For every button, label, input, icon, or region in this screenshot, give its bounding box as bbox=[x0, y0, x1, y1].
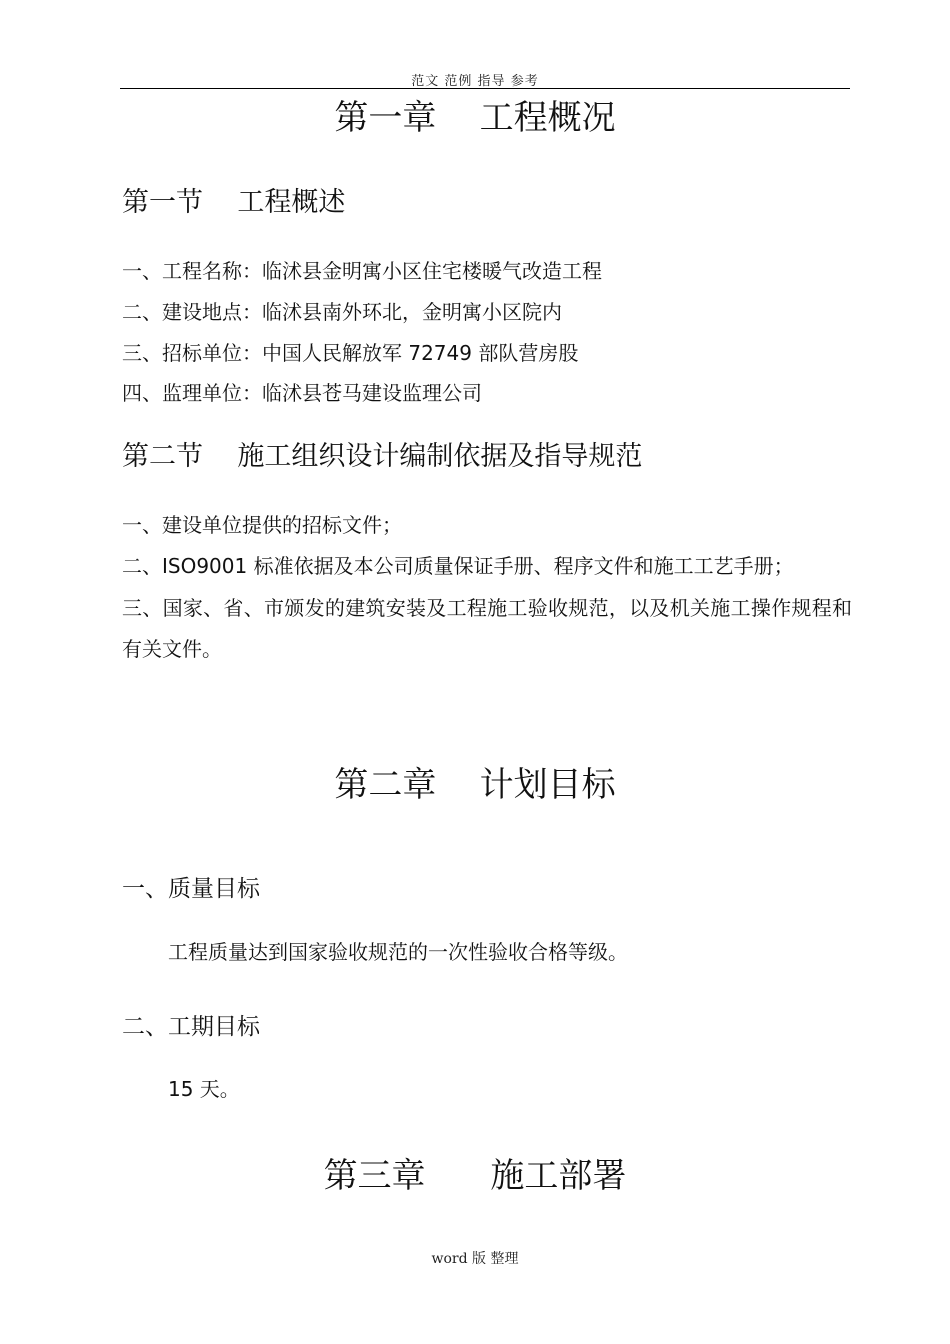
quality-target-heading: 一、质量目标 bbox=[122, 876, 260, 902]
schedule-target-text: 15 天。 bbox=[168, 1077, 240, 1101]
supervision-unit-line: 四、监理单位：临沭县苍马建设监理公司 bbox=[122, 381, 482, 405]
project-name-line: 一、工程名称：临沭县金明寓小区住宅楼暖气改造工程 bbox=[122, 259, 602, 283]
section-2-title: 第二节 施工组织设计编制依据及指导规范 bbox=[122, 441, 643, 472]
quality-target-text: 工程质量达到国家验收规范的一次性验收合格等级。 bbox=[168, 940, 628, 964]
chapter-1-title: 第一章 工程概况 bbox=[334, 98, 616, 138]
basis-item-2: 二、ISO9001 标准依据及本公司质量保证手册、程序文件和施工工艺手册； bbox=[122, 554, 794, 578]
page-footer-text: word 版 整理 bbox=[431, 1251, 519, 1267]
schedule-target-heading: 二、工期目标 bbox=[122, 1014, 260, 1040]
chapter-2-title: 第二章 计划目标 bbox=[334, 765, 616, 805]
tender-unit-line: 三、招标单位：中国人民解放军 72749 部队营房股 bbox=[122, 341, 579, 365]
chapter-3-title: 第三章 施工部署 bbox=[323, 1156, 627, 1196]
header-rule bbox=[120, 88, 850, 89]
page-header-text: 范文 范例 指导 参考 bbox=[411, 74, 539, 89]
project-location-line: 二、建设地点：临沭县南外环北，金明寓小区院内 bbox=[122, 300, 562, 324]
section-1-title: 第一节 工程概述 bbox=[122, 187, 346, 218]
basis-item-3: 三、国家、省、市颁发的建筑安装及工程施工验收规范，以及机关施工操作规程和有关文件。 bbox=[122, 596, 852, 661]
basis-item-1: 一、建设单位提供的招标文件； bbox=[122, 513, 402, 537]
